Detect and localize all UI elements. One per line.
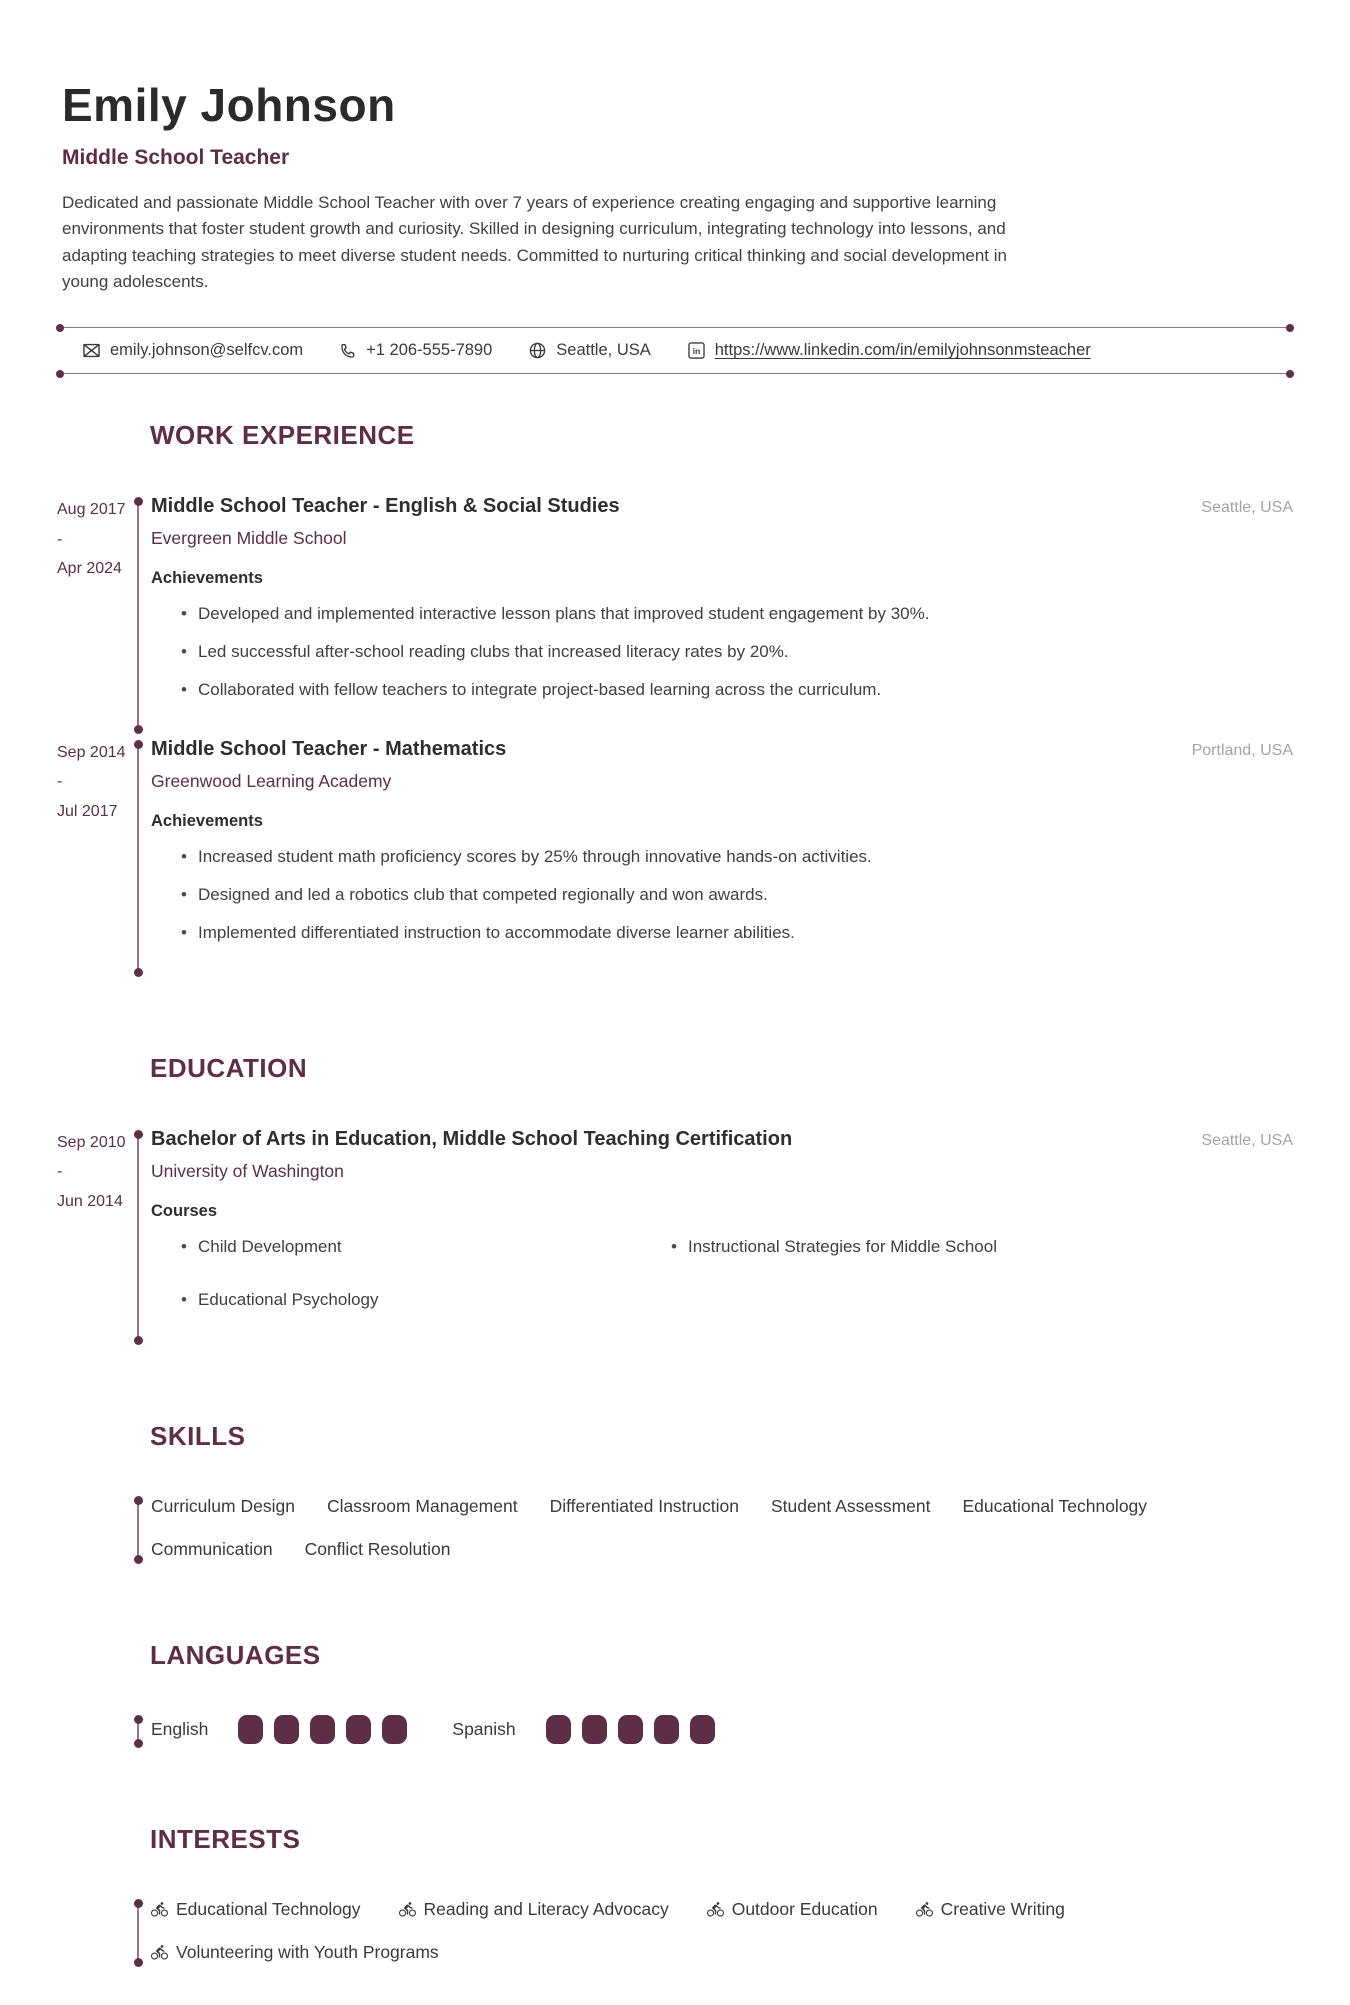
contact-linkedin bbox=[687, 341, 1091, 360]
person-job-title: Middle School Teacher bbox=[62, 146, 290, 169]
education-heading: EDUCATION bbox=[150, 1053, 308, 1084]
work-entry-company: Evergreen Middle School bbox=[151, 528, 347, 549]
work-experience-section bbox=[57, 420, 1293, 975]
level-block bbox=[382, 1715, 407, 1744]
interest-label: Reading and Literacy Advocacy bbox=[423, 1898, 669, 1919]
interest-label: Educational Technology bbox=[176, 1898, 361, 1919]
language-name: English bbox=[151, 1718, 209, 1739]
date-separator: - bbox=[57, 773, 63, 791]
person-name: Emily Johnson bbox=[62, 79, 396, 131]
courses-label: Courses bbox=[151, 1202, 218, 1221]
skills-heading: SKILLS bbox=[150, 1420, 246, 1451]
contact-bar bbox=[57, 327, 1293, 374]
timeline-rule bbox=[137, 1134, 139, 1340]
cyclist-icon bbox=[399, 1901, 416, 1918]
level-block bbox=[274, 1715, 299, 1744]
date-end: Jun 2014 bbox=[57, 1192, 123, 1210]
education-school: University of Washington bbox=[151, 1161, 344, 1182]
work-entry-dates bbox=[57, 738, 137, 975]
date-start: Sep 2014 bbox=[57, 744, 126, 762]
achievement-item: • Developed and implemented interactive lesson plans that improved student engagement by 30%. bbox=[151, 602, 1293, 627]
cyclist-icon bbox=[916, 1901, 933, 1918]
cyclist-icon bbox=[707, 1901, 724, 1918]
timeline-rule bbox=[137, 744, 139, 973]
achievement-item: • Collaborated with fellow teachers to integrate project-based learning across the curriculum. bbox=[151, 678, 1293, 703]
skill-item: Educational Technology bbox=[962, 1495, 1148, 1516]
skill-item: Classroom Management bbox=[326, 1495, 518, 1516]
interest-label: Creative Writing bbox=[940, 1898, 1065, 1919]
cyclist-icon bbox=[151, 1944, 168, 1961]
timeline-rule bbox=[137, 1719, 139, 1744]
work-entry-content bbox=[151, 738, 1293, 975]
work-entry-dates bbox=[57, 495, 137, 732]
linkedin-icon bbox=[687, 341, 706, 360]
date-separator: - bbox=[57, 1163, 63, 1181]
interest-label: Volunteering with Youth Programs bbox=[176, 1941, 439, 1962]
contact-email bbox=[82, 341, 303, 360]
level-block bbox=[618, 1715, 643, 1744]
achievement-item: • Implemented differentiated instruction to accommodate diverse learner abilities. bbox=[151, 921, 1293, 946]
work-entry bbox=[57, 495, 1293, 732]
achievements-list bbox=[151, 845, 1293, 945]
globe-icon bbox=[528, 341, 547, 360]
contact-top-rule bbox=[57, 327, 1293, 328]
skills-block bbox=[57, 1494, 1293, 1562]
course-item: • Instructional Strategies for Middle School bbox=[641, 1235, 1293, 1260]
courses-list bbox=[151, 1235, 1293, 1312]
work-entry-content bbox=[151, 495, 1293, 732]
skills-section bbox=[57, 1421, 1293, 1562]
contact-location bbox=[528, 341, 650, 360]
work-entry-location: Portland, USA bbox=[1191, 742, 1293, 760]
contact-location-value: Seattle, USA bbox=[556, 341, 651, 360]
interest-item bbox=[916, 1899, 1065, 1920]
achievements-list bbox=[151, 602, 1293, 702]
timeline-rule bbox=[137, 1500, 139, 1560]
profile-summary: Dedicated and passionate Middle School Teacher with over 7 years of experience creating engaging and supportive learning environments that foster student growth and curiosity. Skilled in designing curriculum, integrating technology into lessons, and adapting teaching strategies to meet diverse student needs. Committed to nurturing critical thinking and social development in young adolescents. bbox=[62, 193, 1007, 292]
interest-item bbox=[399, 1899, 669, 1920]
education-entry-dates bbox=[57, 1128, 137, 1342]
language-level-indicator bbox=[238, 1715, 407, 1744]
interests-section bbox=[57, 1824, 1293, 1965]
timeline-column bbox=[137, 1494, 151, 1562]
skill-item: Communication bbox=[151, 1538, 273, 1559]
skill-item: Curriculum Design bbox=[151, 1495, 295, 1516]
achievement-item: • Increased student math proficiency scores by 25% through innovative hands-on activities. bbox=[151, 845, 1293, 870]
languages-section bbox=[57, 1640, 1293, 1746]
phone-icon bbox=[339, 342, 357, 360]
svg-text:in: in bbox=[692, 346, 701, 357]
interest-label: Outdoor Education bbox=[731, 1898, 878, 1919]
skill-item: Conflict Resolution bbox=[304, 1538, 451, 1559]
envelope-icon bbox=[82, 341, 101, 360]
cyclist-icon bbox=[151, 1901, 168, 1918]
resume-header bbox=[57, 78, 1293, 295]
work-experience-heading: WORK EXPERIENCE bbox=[150, 420, 415, 451]
work-entry bbox=[57, 738, 1293, 975]
education-section bbox=[57, 1053, 1293, 1342]
date-end: Apr 2024 bbox=[57, 559, 122, 577]
work-entry-title: Middle School Teacher - Mathematics bbox=[151, 738, 507, 761]
education-entry-content bbox=[151, 1128, 1293, 1342]
contact-phone-value: +1 206-555-7890 bbox=[366, 341, 493, 360]
course-item: • Child Development bbox=[151, 1235, 641, 1260]
contact-phone bbox=[339, 341, 492, 360]
education-degree-title: Bachelor of Arts in Education, Middle School Teaching Certification bbox=[151, 1128, 793, 1151]
course-item: • Educational Psychology bbox=[151, 1288, 641, 1313]
timeline-column bbox=[137, 1128, 151, 1342]
skill-item: Student Assessment bbox=[770, 1495, 931, 1516]
languages-list bbox=[151, 1713, 1293, 1746]
interest-item bbox=[151, 1942, 439, 1963]
achievements-label: Achievements bbox=[151, 812, 263, 831]
interest-item bbox=[151, 1899, 361, 1920]
level-block bbox=[546, 1715, 571, 1744]
level-block bbox=[582, 1715, 607, 1744]
timeline-rule bbox=[137, 501, 139, 730]
contact-items bbox=[57, 328, 1293, 373]
education-entry-location: Seattle, USA bbox=[1201, 1132, 1293, 1150]
date-start: Sep 2010 bbox=[57, 1134, 126, 1152]
timeline-column bbox=[137, 1713, 151, 1746]
skills-list bbox=[151, 1494, 1151, 1562]
skill-item: Differentiated Instruction bbox=[549, 1495, 739, 1516]
language-name: Spanish bbox=[452, 1718, 516, 1739]
timeline-rule bbox=[137, 1903, 139, 1963]
linkedin-link[interactable]: https://www.linkedin.com/in/emilyjohnsonmsteacher bbox=[714, 341, 1091, 360]
timeline-column bbox=[137, 738, 151, 975]
level-block bbox=[238, 1715, 263, 1744]
contact-email-value: emily.johnson@selfcv.com bbox=[110, 341, 304, 360]
date-end: Jul 2017 bbox=[57, 802, 118, 820]
date-separator: - bbox=[57, 530, 63, 548]
languages-block bbox=[57, 1713, 1293, 1746]
education-entry bbox=[57, 1128, 1293, 1342]
language-item bbox=[452, 1715, 714, 1744]
interest-item bbox=[707, 1899, 878, 1920]
level-block bbox=[310, 1715, 335, 1744]
work-entry-company: Greenwood Learning Academy bbox=[151, 771, 392, 792]
language-level-indicator bbox=[546, 1715, 715, 1744]
achievements-label: Achievements bbox=[151, 569, 263, 588]
achievement-item: • Designed and led a robotics club that competed regionally and won awards. bbox=[151, 883, 1293, 908]
language-item bbox=[151, 1715, 407, 1744]
work-entry-location: Seattle, USA bbox=[1201, 499, 1293, 517]
level-block bbox=[690, 1715, 715, 1744]
date-start: Aug 2017 bbox=[57, 501, 126, 519]
work-entry-title: Middle School Teacher - English & Social Studies bbox=[151, 495, 620, 518]
timeline-column bbox=[137, 495, 151, 732]
languages-heading: LANGUAGES bbox=[150, 1639, 321, 1670]
level-block bbox=[654, 1715, 679, 1744]
level-block bbox=[346, 1715, 371, 1744]
achievement-item: • Led successful after-school reading clubs that increased literacy rates by 20%. bbox=[151, 640, 1293, 665]
contact-bottom-rule bbox=[57, 373, 1293, 374]
interests-heading: INTERESTS bbox=[150, 1823, 301, 1854]
